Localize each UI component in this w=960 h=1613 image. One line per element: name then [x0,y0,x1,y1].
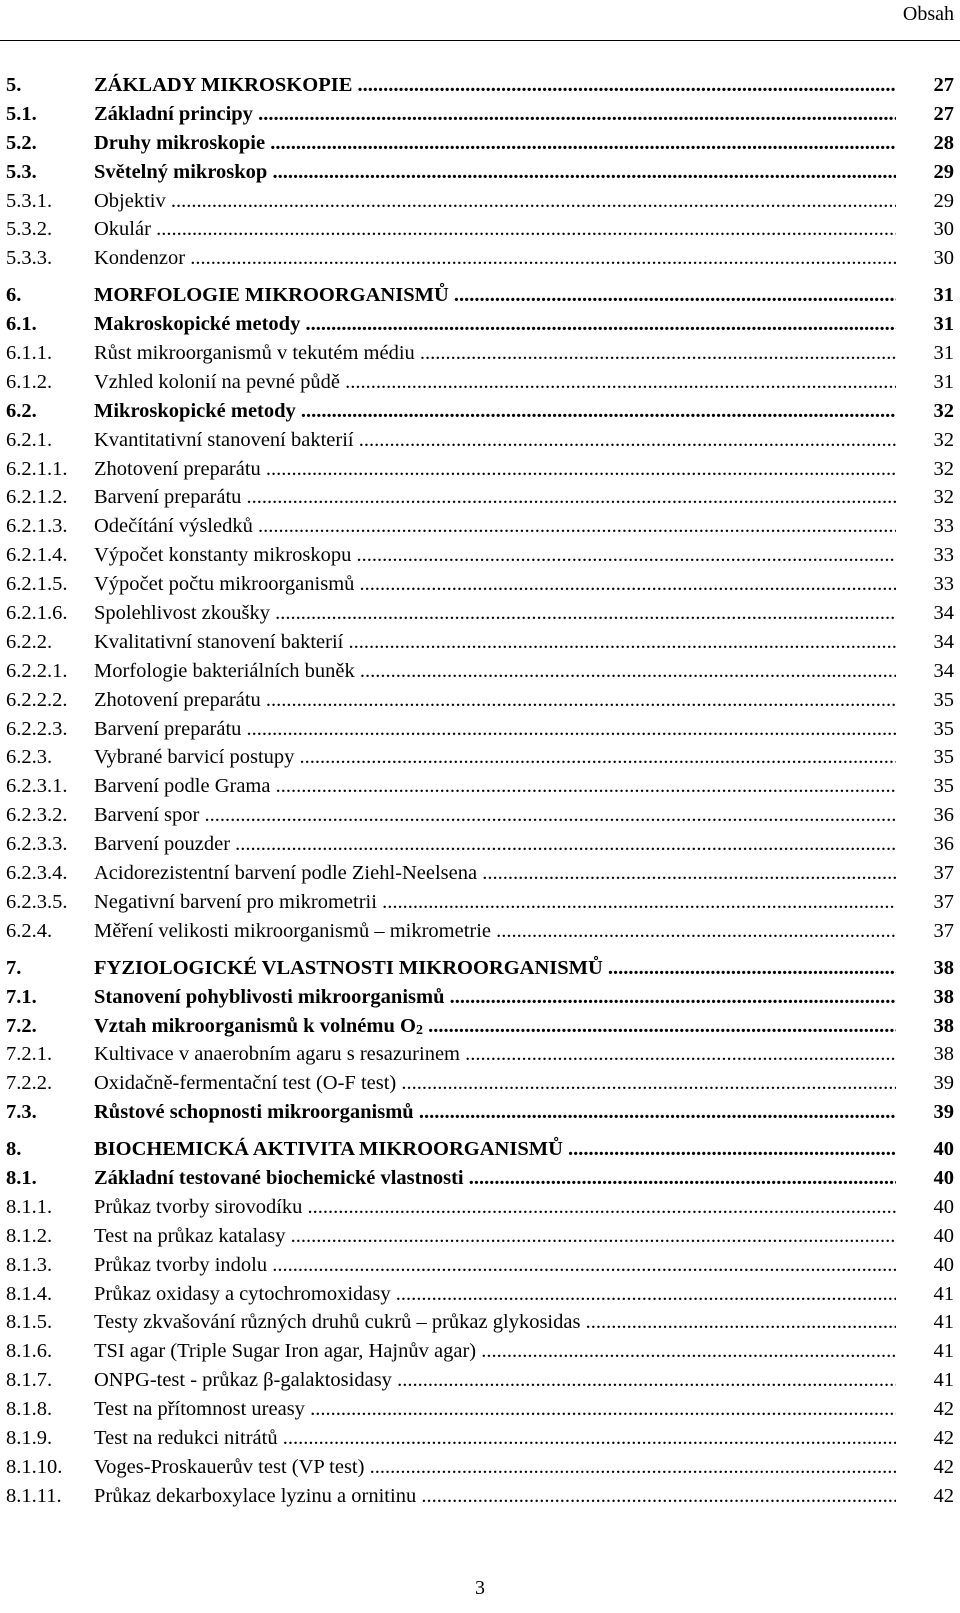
toc-entry[interactable] [6,187,954,216]
toc-entry-number: 6.2.1. [6,428,53,451]
toc-entry-title [94,1424,896,1453]
toc-entry-number: 8.1.11. [6,1484,62,1507]
toc-entry[interactable] [6,1482,954,1511]
toc-entry-page: 32 [933,399,954,422]
toc-entry-number: 8.1.8. [6,1398,53,1421]
toc-entry-page: 41 [933,1340,954,1363]
toc-entry-title [94,426,896,455]
toc-entry[interactable] [6,281,954,310]
toc-entry[interactable] [6,426,954,455]
toc-entry-number: 6.2.2.2. [6,688,68,711]
toc-entry-page: 35 [933,717,954,740]
toc-entry-page: 32 [933,428,954,451]
toc-entry-title [94,215,896,244]
toc-entry-number: 6.2.3.3. [6,833,68,856]
toc-entry-number: 8.1.4. [6,1282,53,1305]
toc-entry-title-text: Průkaz dekarboxylace lyzinu a ornitinu [94,1484,417,1507]
toc-entry-title-text: Růstové schopnosti mikroorganismů [94,1101,414,1124]
toc-entry-number: 7.1. [6,985,37,1008]
toc-entry-title-text: ONPG-test - průkaz β-galaktosidasy [94,1369,392,1392]
toc-entry[interactable] [6,888,954,917]
toc-entry[interactable] [6,715,954,744]
toc-entry-title [94,455,896,484]
toc-entry-title [94,310,896,339]
toc-entry-page: 31 [933,342,954,365]
toc-entry-title [94,1395,896,1424]
toc-entry-number: 5. [6,74,22,96]
toc-entry-number: 6.2.1.1. [6,457,68,480]
toc-entry[interactable] [6,1164,954,1193]
toc-entry-title [94,686,896,715]
toc-entry-title [94,1135,896,1164]
toc-entry[interactable] [6,483,954,512]
toc-entry-page: 35 [933,688,954,711]
toc-entry-number: 6.1.2. [6,370,53,393]
toc-entry-title [94,368,896,397]
toc-entry-page: 35 [933,775,954,798]
toc-entry-number: 6.2.2. [6,630,53,653]
toc-entry-title-text: Test na přítomnost ureasy [94,1398,305,1421]
toc-entry-number: 8. [6,1138,22,1161]
toc-entry-title [94,743,896,772]
toc-entry-title-text: Kondenzor [94,247,186,270]
toc-entry-page: 42 [933,1398,954,1421]
toc-entry-page: 31 [933,370,954,393]
toc-entry-page: 41 [933,1369,954,1392]
toc-entry[interactable] [6,628,954,657]
toc-entry[interactable] [6,743,954,772]
toc-entry[interactable] [6,244,954,273]
toc-entry-number: 6.2.3. [6,746,53,769]
table-of-contents [6,71,954,1511]
toc-entry-page: 38 [933,956,954,979]
toc-entry-number: 5.3.2. [6,218,53,241]
toc-entry-page: 31 [933,284,954,307]
toc-entry-title-text: Test na redukci nitrátů [94,1426,278,1449]
toc-entry-page: 41 [933,1311,954,1334]
toc-entry-title-text: Barvení spor [94,804,200,827]
toc-entry-number: 6.2.1.5. [6,573,68,596]
toc-entry-number: 7.2.1. [6,1043,53,1066]
toc-entry-title [94,859,896,888]
toc-entry-number: 5.3. [6,160,37,183]
toc-entry-title [94,1098,896,1127]
toc-entry[interactable] [6,1424,954,1453]
toc-entry[interactable] [6,1337,954,1366]
toc-entry[interactable] [6,368,954,397]
toc-entry-title [94,1040,896,1069]
toc-entry[interactable] [6,1251,954,1280]
toc-entry[interactable] [6,455,954,484]
toc-entry-number: 8.1.1. [6,1195,53,1218]
toc-entry-page: 42 [933,1455,954,1478]
toc-entry-title [94,983,896,1012]
toc-entry[interactable] [6,830,954,859]
toc-entry-page: 33 [933,573,954,596]
toc-entry-title [94,1251,896,1280]
toc-entry-title-text: Stanovení pohyblivosti mikroorganismů [94,985,445,1008]
toc-entry-title-text: Mikroskopické metody [94,399,296,422]
toc-section [6,71,954,273]
toc-section [6,1135,954,1511]
toc-entry-title-text: Testy zkvašování různých druhů cukrů – průkaz glykosidas [94,1311,581,1334]
toc-entry-page: 36 [933,833,954,856]
toc-entry-title-text: Druhy mikroskopie [94,131,266,154]
toc-entry[interactable] [6,1069,954,1098]
toc-entry-title-text: Negativní barvení pro mikrometrii [94,890,377,913]
toc-entry-title-text: Acidorezistentní barvení podle Ziehl-Neelsena [94,862,478,885]
toc-entry-title [94,1280,896,1309]
toc-entry-title-text: Kultivace v anaerobním agaru s resazurinem [94,1043,460,1066]
toc-entry-title-text: Vzhled kolonií na pevné půdě [94,370,340,393]
toc-entry-number: 8.1.9. [6,1426,53,1449]
toc-entry-title [94,1453,896,1482]
toc-entry-number: 8.1.3. [6,1253,53,1276]
toc-entry-title-text: Oxidačně-fermentační test (O-F test) [94,1072,397,1095]
toc-entry-title-text: Základní testované biochemické vlastnosti [94,1166,464,1189]
toc-entry-number: 8.1.5. [6,1311,53,1334]
toc-entry[interactable] [6,1395,954,1424]
toc-entry-page: 41 [933,1282,954,1305]
toc-entry-title-text: Barvení preparátu [94,486,242,509]
toc-entry-title-text: Průkaz oxidasy a cytochromoxidasy [94,1282,391,1305]
toc-entry[interactable] [6,1040,954,1069]
toc-entry[interactable] [6,1135,954,1164]
toc-entry-title [94,1069,896,1098]
toc-entry-title-text: Makroskopické metody [94,313,301,336]
toc-entry-title-text: Odečítání výsledků [94,515,253,538]
toc-entry-title-text: Zhotovení preparátu [94,688,261,711]
toc-entry-page: 27 [933,74,954,96]
toc-entry-title [94,570,896,599]
toc-entry-title [94,512,896,541]
toc-entry-page: 40 [933,1253,954,1276]
toc-entry-number: 8.1.7. [6,1369,53,1392]
toc-entry-page: 42 [933,1484,954,1507]
toc-entry-number: 6.2.3.2. [6,804,68,827]
toc-entry-title [94,187,896,216]
toc-entry-title-text: Okulár [94,218,151,241]
toc-entry[interactable] [6,1280,954,1309]
toc-entry[interactable] [6,310,954,339]
toc-entry-title [94,954,896,983]
toc-entry-title-text: MORFOLOGIE MIKROORGANISMŮ [94,284,449,307]
toc-entry-number: 8.1. [6,1166,37,1189]
toc-entry[interactable] [6,686,954,715]
toc-entry[interactable] [6,215,954,244]
toc-entry-number: 7.2.2. [6,1072,53,1095]
toc-entry-page: 39 [933,1072,954,1095]
toc-entry-title-text: BIOCHEMICKÁ AKTIVITA MIKROORGANISMŮ [94,1138,563,1161]
toc-entry-title-text: Barvení podle Grama [94,775,271,798]
toc-entry-page: 32 [933,486,954,509]
toc-entry-number: 5.3.3. [6,247,53,270]
toc-entry-page: 40 [933,1224,954,1247]
toc-entry-title [94,71,896,100]
toc-entry-page: 38 [933,985,954,1008]
toc-entry-number: 6.2.4. [6,919,53,942]
toc-entry-title [94,483,896,512]
toc-entry-title [94,100,896,129]
toc-entry-title [94,1482,896,1511]
toc-entry-page: 30 [933,247,954,270]
toc-entry-page: 40 [933,1138,954,1161]
toc-entry[interactable] [6,1222,954,1251]
toc-entry-title [94,657,896,686]
toc-entry-page: 33 [933,515,954,538]
toc-entry-page: 27 [933,102,954,125]
toc-entry-page: 32 [933,457,954,480]
toc-entry[interactable] [6,71,954,100]
toc-entry-title [94,888,896,917]
toc-entry-title-text: Vybrané barvicí postupy [94,746,295,769]
header-title: Obsah [902,3,954,25]
toc-entry-title-text: Objektiv [94,189,166,212]
toc-entry-number: 6.2.3.1. [6,775,68,798]
toc-entry-title [94,397,896,426]
toc-entry-number: 6. [6,284,22,307]
toc-entry-page: 34 [933,630,954,653]
toc-entry[interactable] [6,339,954,368]
toc-entry-title [94,339,896,368]
toc-entry-page: 29 [933,189,954,212]
toc-section [6,954,954,1127]
toc-entry-title-text: Měření velikosti mikroorganismů – mikrometrie [94,919,492,942]
toc-entry-title [94,1193,896,1222]
toc-entry-number: 5.1. [6,102,37,125]
toc-entry-title-text: Průkaz tvorby indolu [94,1253,268,1276]
toc-entry-title-text: Světelný mikroskop [94,160,268,183]
page-header [0,0,960,41]
toc-entry-title [94,281,896,310]
toc-entry-title [94,541,896,570]
toc-entry-title-text: Morfologie bakteriálních buněk [94,659,355,682]
toc-entry-title [94,1164,896,1193]
toc-entry[interactable] [6,859,954,888]
page-number: 3 [475,1577,485,1599]
toc-entry-number: 7. [6,956,22,979]
toc-entry-number: 6.1. [6,313,37,336]
toc-entry-number: 7.3. [6,1101,37,1124]
toc-entry-title [94,772,896,801]
toc-entry-number: 6.2.1.6. [6,602,68,625]
toc-entry-page: 37 [933,919,954,942]
toc-entry-title [94,129,896,158]
toc-entry-number: 6.2.3.5. [6,890,68,913]
toc-entry-page: 38 [933,1014,954,1037]
toc-entry-number: 8.1.6. [6,1340,53,1363]
toc-entry-page: 37 [933,890,954,913]
toc-entry-number: 7.2. [6,1014,37,1037]
toc-entry-page: 38 [933,1043,954,1066]
toc-entry-number: 6.2.2.3. [6,717,68,740]
toc-entry-title [94,158,896,187]
toc-entry-title-text: FYZIOLOGICKÉ VLASTNOSTI MIKROORGANISMŮ [94,956,603,979]
toc-entry-title-text: Barvení pouzder [94,833,231,856]
toc-entry-title-text: Kvantitativní stanovení bakterií [94,428,354,451]
toc-entry-page: 42 [933,1426,954,1449]
toc-entry-number: 6.2.1.2. [6,486,68,509]
toc-entry-number: 6.2.2.1. [6,659,68,682]
toc-entry-number: 8.1.2. [6,1224,53,1247]
toc-entry[interactable] [6,983,954,1012]
toc-entry-page: 40 [933,1166,954,1189]
toc-entry[interactable] [6,397,954,426]
toc-entry-page: 28 [933,131,954,154]
toc-entry-title-text: Vztah mikroorganismů k volnému O [94,1014,416,1037]
toc-entry-page: 37 [933,862,954,885]
toc-section [6,281,954,945]
toc-entry-number: 6.2.1.4. [6,544,68,567]
toc-entry-title-text: Test na průkaz katalasy [94,1224,286,1247]
toc-entry-title-text: TSI agar (Triple Sugar Iron agar, Hajnův agar) [94,1340,477,1363]
toc-entry-subscript: 2 [415,1022,423,1038]
toc-entry-title-text: Průkaz tvorby sirovodíku [94,1195,303,1218]
toc-entry[interactable] [6,570,954,599]
toc-entry[interactable] [6,1098,954,1127]
toc-entry-title [94,1222,896,1251]
toc-entry-title-text: Výpočet konstanty mikroskopu [94,544,352,567]
toc-entry-title [94,830,896,859]
toc-entry-title [94,599,896,628]
toc-entry-page: 40 [933,1195,954,1218]
toc-entry[interactable] [6,801,954,830]
toc-entry-title-text: Zhotovení preparátu [94,457,261,480]
toc-entry-title-text: Růst mikroorganismů v tekutém médiu [94,342,415,365]
toc-entry-page: 34 [933,602,954,625]
toc-entry-number: 6.2. [6,399,37,422]
toc-entry-page: 34 [933,659,954,682]
toc-entry-page: 30 [933,218,954,241]
toc-entry-title-text: ZÁKLADY MIKROSKOPIE [94,74,353,96]
toc-entry[interactable] [6,129,954,158]
toc-entry-page: 36 [933,804,954,827]
toc-entry[interactable] [6,1193,954,1222]
toc-entry[interactable] [6,158,954,187]
toc-entry-page: 31 [933,313,954,336]
toc-entry-title-text: Základní principy [94,102,253,125]
toc-entry-title-text: Barvení preparátu [94,717,242,740]
toc-entry[interactable] [6,1366,954,1395]
toc-entry-title [94,1337,896,1366]
toc-entry-number: 6.2.3.4. [6,862,68,885]
toc-entry-page: 35 [933,746,954,769]
toc-entry-page: 33 [933,544,954,567]
toc-entry-title [94,801,896,830]
toc-entry-number: 5.2. [6,131,37,154]
toc-entry-page: 29 [933,160,954,183]
toc-entry-number: 6.2.1.3. [6,515,68,538]
toc-entry[interactable] [6,772,954,801]
toc-entry[interactable] [6,599,954,628]
toc-entry-number: 6.1.1. [6,342,53,365]
toc-entry[interactable] [6,1308,954,1337]
toc-entry[interactable] [6,512,954,541]
toc-entry-number: 5.3.1. [6,189,53,212]
toc-entry-title [94,628,896,657]
toc-entry[interactable] [6,1453,954,1482]
toc-entry-title-text: Spolehlivost zkoušky [94,602,270,625]
toc-entry-title [94,917,896,946]
toc-entry-page: 39 [933,1101,954,1124]
toc-entry[interactable] [6,657,954,686]
toc-entry[interactable] [6,954,954,983]
toc-entry[interactable] [6,541,954,570]
toc-entry-title-text: Voges-Proskauerův test (VP test) [94,1455,365,1478]
toc-entry-number: 8.1.10. [6,1455,63,1478]
toc-entry[interactable] [6,100,954,129]
toc-entry-title [94,1366,896,1395]
toc-entry-title-text: Výpočet počtu mikroorganismů [94,573,355,596]
toc-entry-title [94,244,896,273]
toc-entry-title [94,1308,896,1337]
toc-entry-title [94,715,896,744]
toc-entry[interactable] [6,1012,954,1041]
toc-entry-title-text: Kvalitativní stanovení bakterií [94,630,344,653]
toc-entry[interactable] [6,917,954,946]
